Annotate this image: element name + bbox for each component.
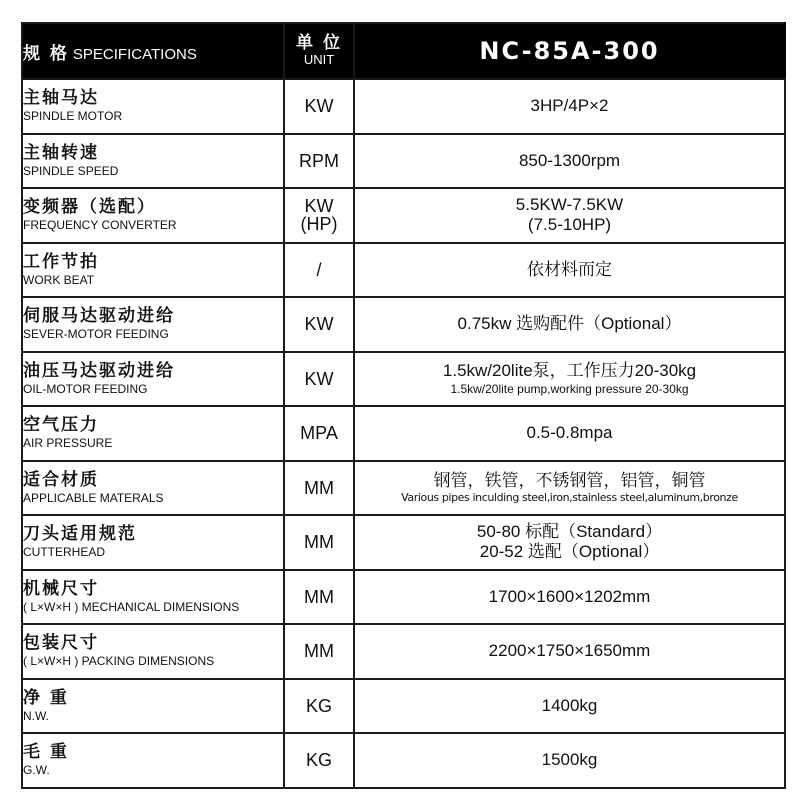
spec-name-en: APPLICABLE MATERALS bbox=[23, 490, 164, 505]
spec-unit-cell bbox=[284, 624, 354, 679]
spec-name-en: N.W. bbox=[23, 708, 49, 723]
spec-name-cell bbox=[22, 406, 284, 461]
spec-unit: MPA bbox=[300, 423, 338, 444]
spec-name-zh: 适合材质 bbox=[23, 469, 99, 490]
spec-name-en: ( L×W×H ) MECHANICAL DIMENSIONS bbox=[23, 599, 240, 614]
table-row bbox=[22, 188, 785, 243]
spec-unit: MM bbox=[304, 586, 334, 607]
spec-unit-cell bbox=[284, 406, 354, 461]
spec-unit: KW bbox=[304, 314, 334, 335]
spec-value-cell bbox=[354, 79, 785, 134]
table-row bbox=[22, 570, 785, 625]
spec-name-en: SEVER-MOTOR FEEDING bbox=[23, 327, 169, 341]
spec-unit-cell bbox=[284, 352, 354, 407]
spec-name-en: WORK BEAT bbox=[23, 272, 95, 287]
spec-value: 依材料而定 bbox=[527, 259, 612, 279]
table-row bbox=[22, 79, 785, 134]
table-row bbox=[22, 297, 785, 352]
spec-unit: KW bbox=[304, 96, 334, 117]
table-row bbox=[22, 243, 785, 298]
spec-name-en: CUTTERHEAD bbox=[23, 545, 106, 559]
spec-name-cell bbox=[22, 570, 284, 625]
spec-name-en: FREQUENCY CONVERTER bbox=[23, 218, 177, 232]
spec-unit-cell bbox=[284, 297, 354, 352]
spec-unit: KG bbox=[305, 750, 332, 771]
spec-value: 1.5kw/20lite泵，工作压力20-30kg bbox=[442, 361, 697, 381]
spec-name-zh: 主轴转速 bbox=[23, 142, 99, 163]
spec-name-cell bbox=[22, 733, 284, 788]
spec-value: 0.5-0.8mpa bbox=[526, 423, 613, 443]
table-row bbox=[22, 515, 785, 570]
spec-unit: KW bbox=[304, 196, 334, 217]
spec-value-cell bbox=[354, 243, 785, 298]
spec-value: 2200×1750×1650mm bbox=[488, 641, 651, 661]
spec-name-en: OIL-MOTOR FEEDING bbox=[23, 381, 148, 396]
spec-unit: MM bbox=[304, 532, 334, 553]
spec-name-zh: 机械尺寸 bbox=[23, 578, 99, 599]
spec-value-cell bbox=[354, 297, 785, 352]
spec-unit-cell bbox=[284, 515, 354, 570]
spec-name-en: SPINDLE MOTOR bbox=[23, 109, 123, 123]
spec-value-cell bbox=[354, 134, 785, 189]
spec-name-cell bbox=[22, 134, 284, 189]
spec-unit: KG bbox=[305, 695, 332, 716]
spec-value-cell bbox=[354, 624, 785, 679]
spec-unit-cell bbox=[284, 679, 354, 734]
spec-name-cell bbox=[22, 624, 284, 679]
spec-value-cell bbox=[354, 461, 785, 516]
spec-value: 1400kg bbox=[541, 695, 598, 715]
table-row bbox=[22, 733, 785, 788]
header-spec-en: SPECIFICATIONS bbox=[72, 45, 197, 63]
header-unit-en: UNIT bbox=[303, 52, 335, 68]
spec-value: 20-52 选配（Optional） bbox=[479, 542, 660, 562]
spec-name-cell bbox=[22, 188, 284, 243]
spec-name-zh: 净 重 bbox=[23, 687, 69, 708]
table-row bbox=[22, 679, 785, 734]
table-row bbox=[22, 624, 785, 679]
spec-value: 0.75kw 选购配件（Optional） bbox=[457, 314, 682, 334]
spec-name-cell bbox=[22, 243, 284, 298]
spec-value-cell bbox=[354, 679, 785, 734]
spec-unit-cell bbox=[284, 461, 354, 516]
spec-unit: RPM bbox=[299, 150, 339, 171]
spec-unit: MM bbox=[304, 641, 334, 662]
table-row bbox=[22, 406, 785, 461]
header-specifications bbox=[22, 23, 284, 79]
spec-name-cell bbox=[22, 352, 284, 407]
spec-name-zh: 空气压力 bbox=[23, 415, 99, 436]
spec-name-zh: 变频器（选配） bbox=[23, 197, 156, 218]
spec-value-english: 1.5kw/20lite pump,working pressure 20-30kg bbox=[450, 381, 689, 396]
spec-unit-cell bbox=[284, 79, 354, 134]
spec-value: 1700×1600×1202mm bbox=[488, 586, 651, 606]
table-header-row bbox=[22, 23, 785, 79]
spec-unit-cell bbox=[284, 134, 354, 189]
spec-value: (7.5-10HP) bbox=[527, 215, 612, 235]
spec-value: 5.5KW-7.5KW bbox=[515, 194, 624, 214]
header-unit-zh: 单 位 bbox=[296, 33, 342, 54]
spec-unit-cell bbox=[284, 243, 354, 298]
spec-name-en: SPINDLE SPEED bbox=[23, 163, 119, 178]
spec-name-en: AIR PRESSURE bbox=[23, 436, 113, 450]
spec-name-zh: 工作节拍 bbox=[23, 251, 99, 272]
spec-value: 850-1300rpm bbox=[518, 150, 621, 170]
spec-name-en: ( L×W×H ) PACKING DIMENSIONS bbox=[23, 654, 215, 668]
spec-name-en: G.W. bbox=[23, 763, 50, 777]
spec-name-cell bbox=[22, 79, 284, 134]
spec-name-zh: 刀头适用规范 bbox=[23, 524, 137, 545]
spec-unit: MM bbox=[304, 477, 334, 498]
header-model: NC-85A-300 bbox=[354, 23, 785, 79]
spec-value-cell bbox=[354, 733, 785, 788]
spec-name-zh: 油压马达驱动进给 bbox=[23, 360, 175, 381]
spec-value-english: Various pipes inculding steel,iron,stainless steel,aluminum,bronze bbox=[401, 491, 738, 505]
spec-name-zh: 毛 重 bbox=[23, 742, 69, 763]
spec-value-cell bbox=[354, 188, 785, 243]
table-row bbox=[22, 461, 785, 516]
spec-unit-cell bbox=[284, 188, 354, 243]
spec-name-zh: 主轴马达 bbox=[23, 88, 99, 109]
header-unit bbox=[284, 23, 354, 79]
spec-value: 1500kg bbox=[541, 750, 598, 770]
spec-value: 钢管，铁管，不锈钢管，铝管，铜管 bbox=[433, 470, 706, 490]
spec-value: 50-80 标配（Standard） bbox=[476, 521, 663, 541]
spec-name-cell bbox=[22, 297, 284, 352]
spec-unit: / bbox=[316, 259, 322, 280]
spec-name-cell bbox=[22, 515, 284, 570]
spec-name-cell bbox=[22, 461, 284, 516]
table-row bbox=[22, 134, 785, 189]
spec-value-cell bbox=[354, 352, 785, 407]
spec-unit: KW bbox=[304, 368, 334, 389]
header-spec-zh: 规 格 bbox=[23, 43, 69, 64]
spec-value-cell bbox=[354, 406, 785, 461]
spec-value: 3HP/4P×2 bbox=[530, 96, 609, 116]
spec-name-zh: 包装尺寸 bbox=[23, 633, 99, 654]
specifications-table bbox=[21, 22, 786, 789]
table-row bbox=[22, 352, 785, 407]
spec-unit: (HP) bbox=[300, 214, 338, 235]
spec-name-zh: 伺服马达驱动进给 bbox=[23, 306, 175, 327]
spec-name-cell bbox=[22, 679, 284, 734]
spec-value-cell bbox=[354, 515, 785, 570]
spec-unit-cell bbox=[284, 570, 354, 625]
spec-value-cell bbox=[354, 570, 785, 625]
spec-unit-cell bbox=[284, 733, 354, 788]
